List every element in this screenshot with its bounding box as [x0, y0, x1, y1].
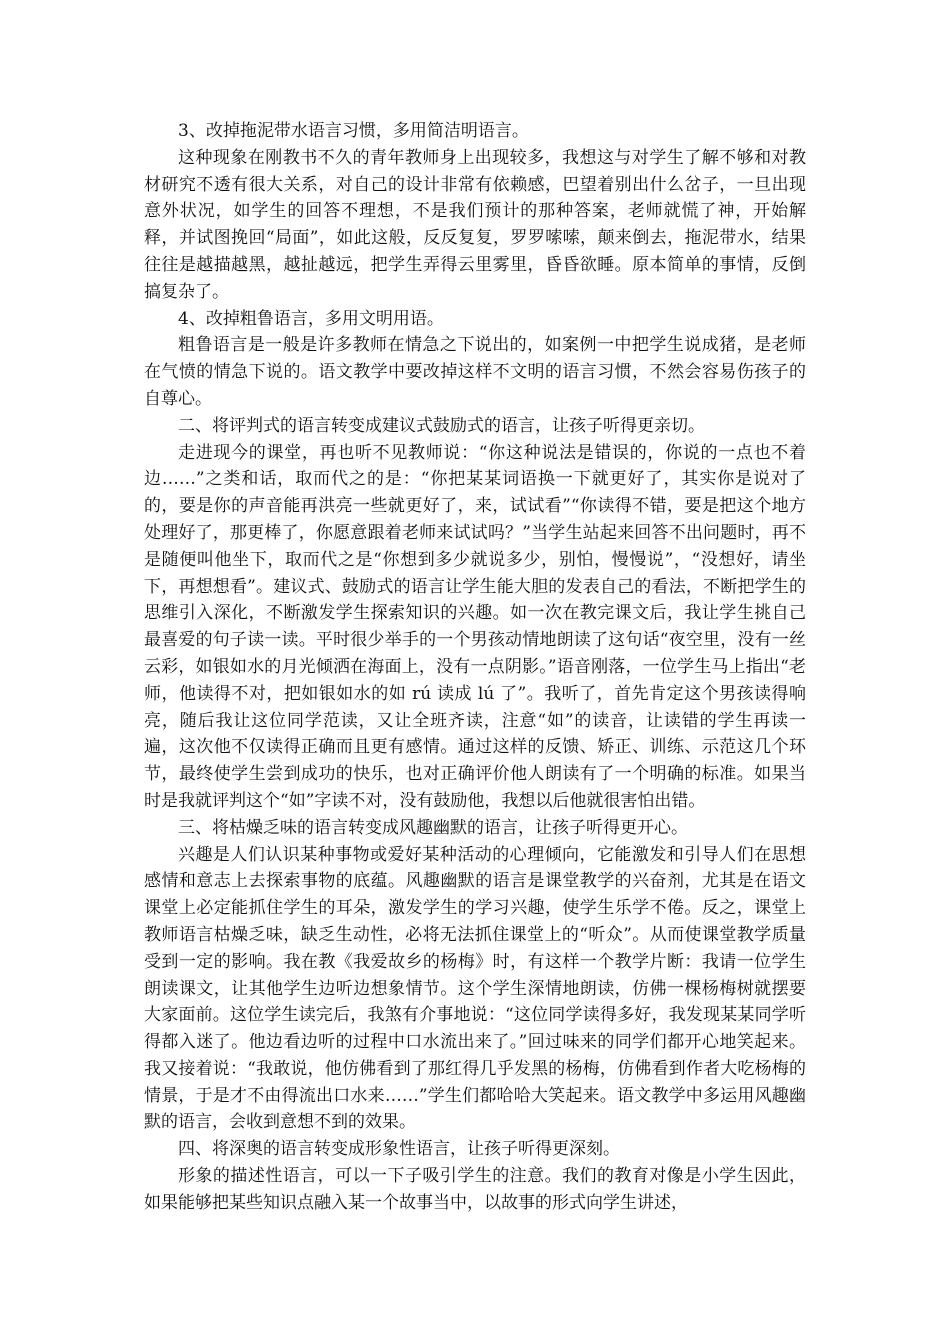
- heading-item-3: 3、改掉拖泥带水语言习惯，多用简洁明语言。: [178, 121, 529, 141]
- body-paragraph: 走进现今的课堂，再也听不见教师说：“你这种说法是错误的，你说的一点也不着边……”之类和话，取而代之的是：“你把某某词语换一下就更好了，其实你是说对了的，要是你的声音能再洪亮一些就更好了，来，试试看”“你读得不错，要是把这个地方处理好了，那更棒了，你愿意跟着老师来试试吗？”当学生站起来回答不出问题时，再不是随便叫他坐下，取而代之是“你想到多少就说多少，别怕，慢慢说”，“没想好，请坐下，再想想看”。建议式、鼓励式的语言让学生能大胆的发表自己的看法，不断把学生的思维引入深化，不断激发学生探索知识的兴趣。如一次在教完课文后，我让学生挑自己最喜爱的句子读一读。平时很少举手的一个男孩动情地朗读了这句话“夜空里，没有一丝云彩，如银如水的月光倾洒在海面上，没有一点阴影。”语音刚落，一位学生马上指出“老师，他读得不对，把如银如水的如 rú 读成 lú 了”。我听了，首先肯定这个男孩读得响亮，随后我让这位同学范读，又让全班齐读，注意“如”的读音，让读错的学生再读一遍，这次他不仅读得正确而且更有感情。通过这样的反馈、矫正、训练、示范这几个环节，最终使学生尝到成功的快乐，也对正确评价他人朗读有了一个明确的标准。如果当时是我就评判这个“如”字读不对，没有鼓励他，我想以后他就很害怕出错。: [144, 442, 806, 811]
- body-paragraph: 这种现象在刚教书不久的青年教师身上出现较多，我想这与对学生了解不够和对教材研究不透有很大关系，对自己的设计非常有依赖感，巴望着别出什么岔子，一旦出现意外状况，如学生的回答不理想，不是我们预计的那种答案，老师就慌了神，开始解释，并试图挽回“局面”，如此这般，反反复复，罗罗嗦嗦，颠来倒去，拖泥带水，结果往往是越描越黑，越扯越远，把学生弄得云里雾里，昏昏欲睡。原本简单的事情，反倒搞复杂了。: [144, 147, 806, 302]
- body-paragraph: 形象的描述性语言，可以一下子吸引学生的注意。我们的教育对像是小学生因此，如果能够把某些知识点融入某一个故事当中，以故事的形式向学生讲述，: [144, 1166, 806, 1213]
- section-heading-4: 四、将深奥的语言转变成形象性语言，让孩子听得更深刻。: [178, 1139, 620, 1160]
- heading-item-4: 4、改掉粗鲁语言，多用文明用语。: [178, 308, 444, 329]
- section-heading-2: 二、将评判式的语言转变成建议式鼓励式的语言，让孩子听得更亲切。: [178, 415, 705, 436]
- document-body: [144, 118, 806, 1217]
- section-heading-3: 三、将枯燥乏味的语言转变成风趣幽默的语言，让孩子听得更开心。: [178, 817, 688, 838]
- body-paragraph: 粗鲁语言是一般是许多教师在情急之下说出的，如案例一中把学生说成猪，是老师在气愤的情急下说的。语文教学中要改掉这样不文明的语言习惯，不然会容易伤孩子的自尊心。: [144, 335, 806, 409]
- body-paragraph: 兴趣是人们认识某种事物或爱好某种活动的心理倾向，它能激发和引导人们在思想感情和意志上去探索事物的底蕴。风趣幽默的语言是课堂教学的兴奋剂，尤其是在语文课堂上必定能抓住学生的耳朵，激发学生的学习兴趣，使学生乐学不倦。反之，课堂上教师语言枯燥乏味，缺乏生动性，必将无法抓住课堂上的“听众”。从而使课堂教学质量受到一定的影响。我在教《我爱故乡的杨梅》时，有这样一个教学片断：我请一位学生朗读课文，让其他学生边听边想象情节。这个学生深情地朗读，仿佛一棵杨梅树就摆要大家面前。这位学生读完后，我煞有介事地说：“这位同学读得多好，我发现某某同学听得都入迷了。他边看边听的过程中口水流出来了。”回过味来的同学们都开心地笑起来。我又接着说：“我敢说，他仿佛看到了那红得几乎发黑的杨梅，仿佛看到作者大吃杨梅的情景，于是才不由得流出口水来……”学生们都哈哈大笑起来。语文教学中多运用风趣幽默的语言，会收到意想不到的效果。: [144, 844, 806, 1133]
